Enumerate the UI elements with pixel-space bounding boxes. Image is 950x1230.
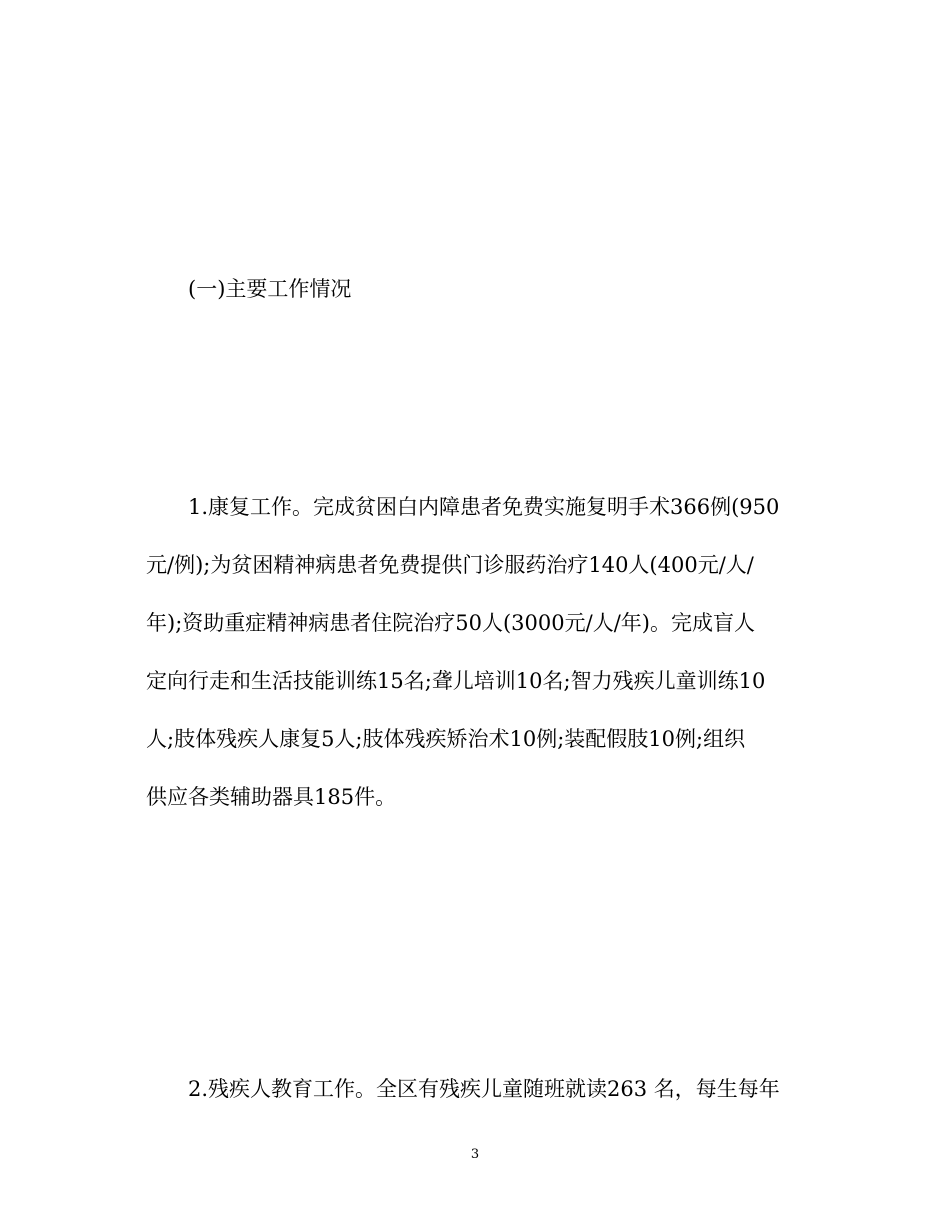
- paragraph-rehabilitation: [146, 492, 806, 840]
- page-number: 3: [470, 1147, 480, 1162]
- paragraph-line: 2.残疾人教育工作。全区有残疾儿童随班就读263 名，每生每年: [188, 1077, 780, 1101]
- paragraph-line: 人;肢体残疾人康复5人;肢体残疾矫治术10例;装配假肢10例;组织: [146, 727, 746, 751]
- paragraph-line: 年);资助重症精神病患者住院治疗50人(3000元/人/年)。完成盲人: [146, 611, 755, 635]
- paragraph-education: [146, 1074, 806, 1132]
- paragraph-line: 1.康复工作。完成贫困白内障患者免费实施复明手术366例(950: [188, 495, 780, 519]
- paragraph-line: 供应各类辅助器具185件。: [146, 785, 397, 809]
- section-heading: (一)主要工作情况: [188, 277, 352, 301]
- paragraph-line: 元/例);为贫困精神病患者免费提供门诊服药治疗140人(400元/人/: [146, 553, 754, 577]
- paragraph-line: 定向行走和生活技能训练15名;聋儿培训10名;智力残疾儿童训练10: [146, 669, 766, 693]
